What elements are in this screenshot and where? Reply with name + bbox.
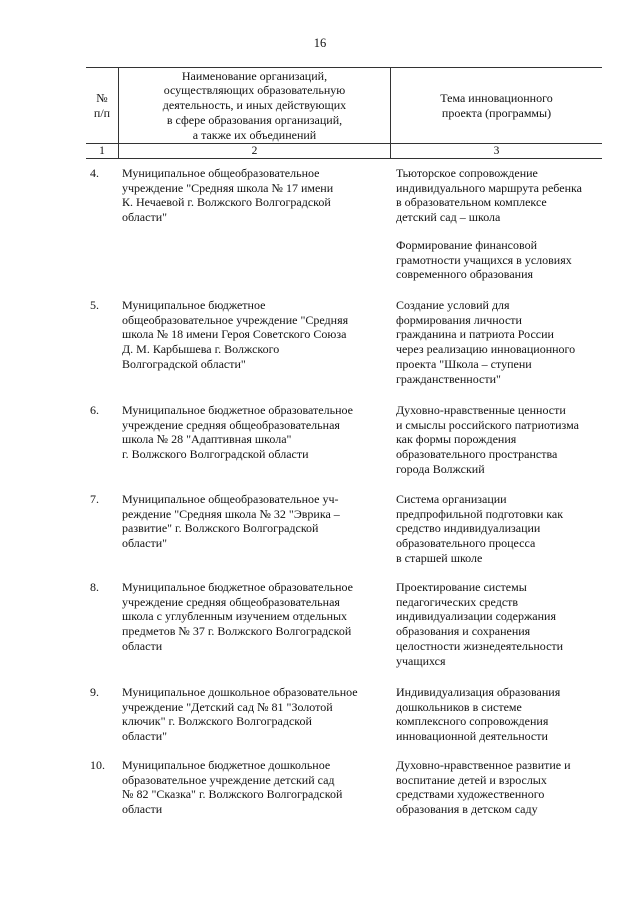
organization-name: Муниципальное общеобразовательное уч- реждение "Средняя школа № 32 "Эврика – развитие" г. Волжского Волгоградской области" xyxy=(122,492,340,551)
organization-name: Муниципальное дошкольное образовательное учреждение "Детский сад № 81 "Золотой ключик" г. Волжского Волгоградской области" xyxy=(122,685,358,744)
project-topic: Система организации предпрофильной подготовки как средство индивидуализации образовательного процесса в старшей школе xyxy=(396,492,564,565)
header-number-label: № п/п xyxy=(93,90,111,120)
project-topic: Проектирование системы педагогических средств индивидуализации содержания образования и сохранения целостности жизнедеятельности учащихся xyxy=(396,580,564,668)
organization-name: Муниципальное бюджетное образовательное учреждение средняя общеобразовательная школа № 28 "Адаптивная школа" г. Волжского Волгоградской области xyxy=(122,403,353,462)
numbering-row-border xyxy=(86,158,602,159)
row-number: 7. xyxy=(90,492,99,506)
page-number: 16 xyxy=(313,36,327,50)
row-number: 9. xyxy=(90,685,99,699)
row-number: 4. xyxy=(90,166,99,180)
row-number: 5. xyxy=(90,298,99,312)
column-number-3: 3 xyxy=(493,145,500,157)
header-number-column xyxy=(86,68,118,143)
row-number: 10. xyxy=(90,758,105,772)
header-organization-label: Наименование организаций, осуществляющих образовательную деятельность, и иных действующих в сфере образования организаций, а также их объединений xyxy=(162,68,347,142)
header-topic-label: Тема инновационного проекта (программы) xyxy=(440,90,553,120)
column-number-1: 1 xyxy=(99,145,105,157)
organization-name: Муниципальное бюджетное дошкольное образовательное учреждение детский сад № 82 "Сказка" г. Волжского Волгоградской области xyxy=(122,758,343,817)
organization-name: Муниципальное бюджетное общеобразовательное учреждение "Средняя школа № 18 имени Героя Советского Союза Д. М. Карбышева г. Волжского Волгоградской области" xyxy=(122,298,349,371)
organization-name: Муниципальное бюджетное образовательное учреждение средняя общеобразовательная школа с углубленным изучением отдельных предметов № 37 г. Волжского Волгоградской области xyxy=(122,580,353,653)
header-topic-column xyxy=(391,68,602,143)
project-topic-secondary: Формирование финансовой грамотности учащихся в условиях современного образования xyxy=(396,238,572,282)
project-topic: Индивидуализация образования дошкольников в системе комплексного сопровождения инновационной деятельности xyxy=(396,685,561,744)
row-number: 6. xyxy=(90,403,99,417)
column-number-2: 2 xyxy=(251,145,258,157)
row-number: 8. xyxy=(90,580,99,594)
project-topic: Духовно-нравственное развитие и воспитание детей и взрослых средствами художественного образования в детском саду xyxy=(396,758,571,817)
project-topic: Тьюторское сопровождение индивидуального маршрута ребенка в образовательном комплексе детский сад – школа xyxy=(396,166,582,225)
header-organization-column xyxy=(119,68,390,143)
project-topic: Создание условий для формирования личности гражданина и патриота России через реализацию инновационного проекта "Школа – ступени гражданственности" xyxy=(396,298,576,386)
project-topic: Духовно-нравственные ценности и смыслы российского патриотизма как формы порождения образовательного пространства города Волжский xyxy=(396,403,579,476)
organization-name: Муниципальное общеобразовательное учреждение "Средняя школа № 17 имени К. Нечаевой г. Волжского Волгоградской области" xyxy=(122,166,334,225)
